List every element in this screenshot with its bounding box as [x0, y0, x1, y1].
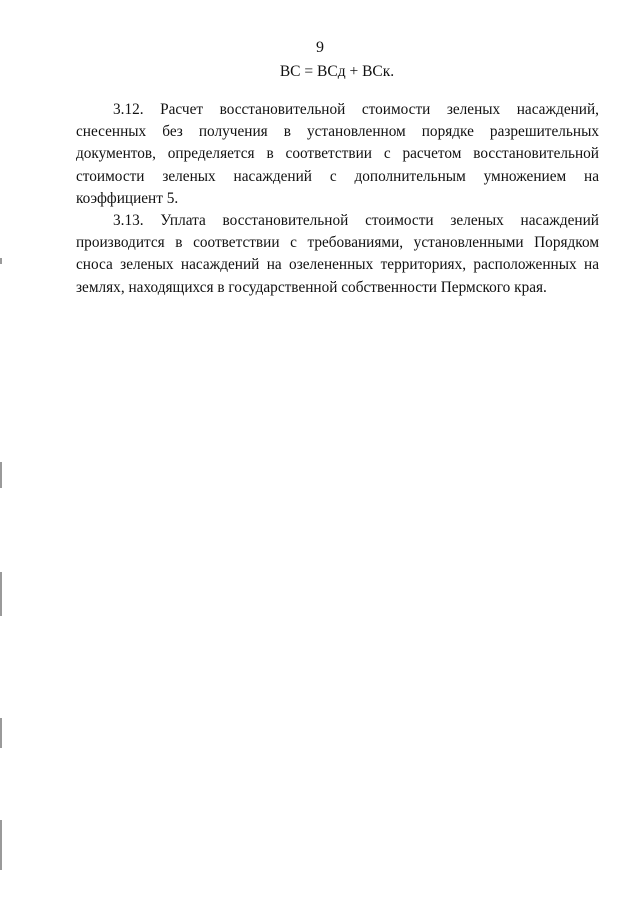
scan-edge-mark: [0, 718, 2, 748]
paragraph-3-12: 3.12. Расчет восстановительной стоимости зеленых насаждений, снесенных без получения в установленном порядке разрешительных документов, определяется в соответствии с расчетом восстановительной стоимости зеленых насаждений с дополнительным умножением на коэффициент 5.: [76, 101, 599, 207]
formula: ВС = ВСд + ВСк.: [279, 63, 395, 80]
scan-edge-mark: [0, 820, 2, 870]
page-number: 9: [316, 39, 324, 56]
scan-edge-mark: [0, 462, 2, 488]
body-text: [76, 99, 599, 299]
scan-edge-mark: [0, 572, 2, 616]
paragraph-3-13: 3.13. Уплата восстановительной стоимости зеленых насаждений производится в соответствии с требованиями, установленными Порядком сноса зеленых насаждений на озелененных территориях, расположенных на землях, находящихся в государственной собственности Пермского края.: [76, 212, 599, 296]
scan-edge-mark: [0, 258, 2, 264]
